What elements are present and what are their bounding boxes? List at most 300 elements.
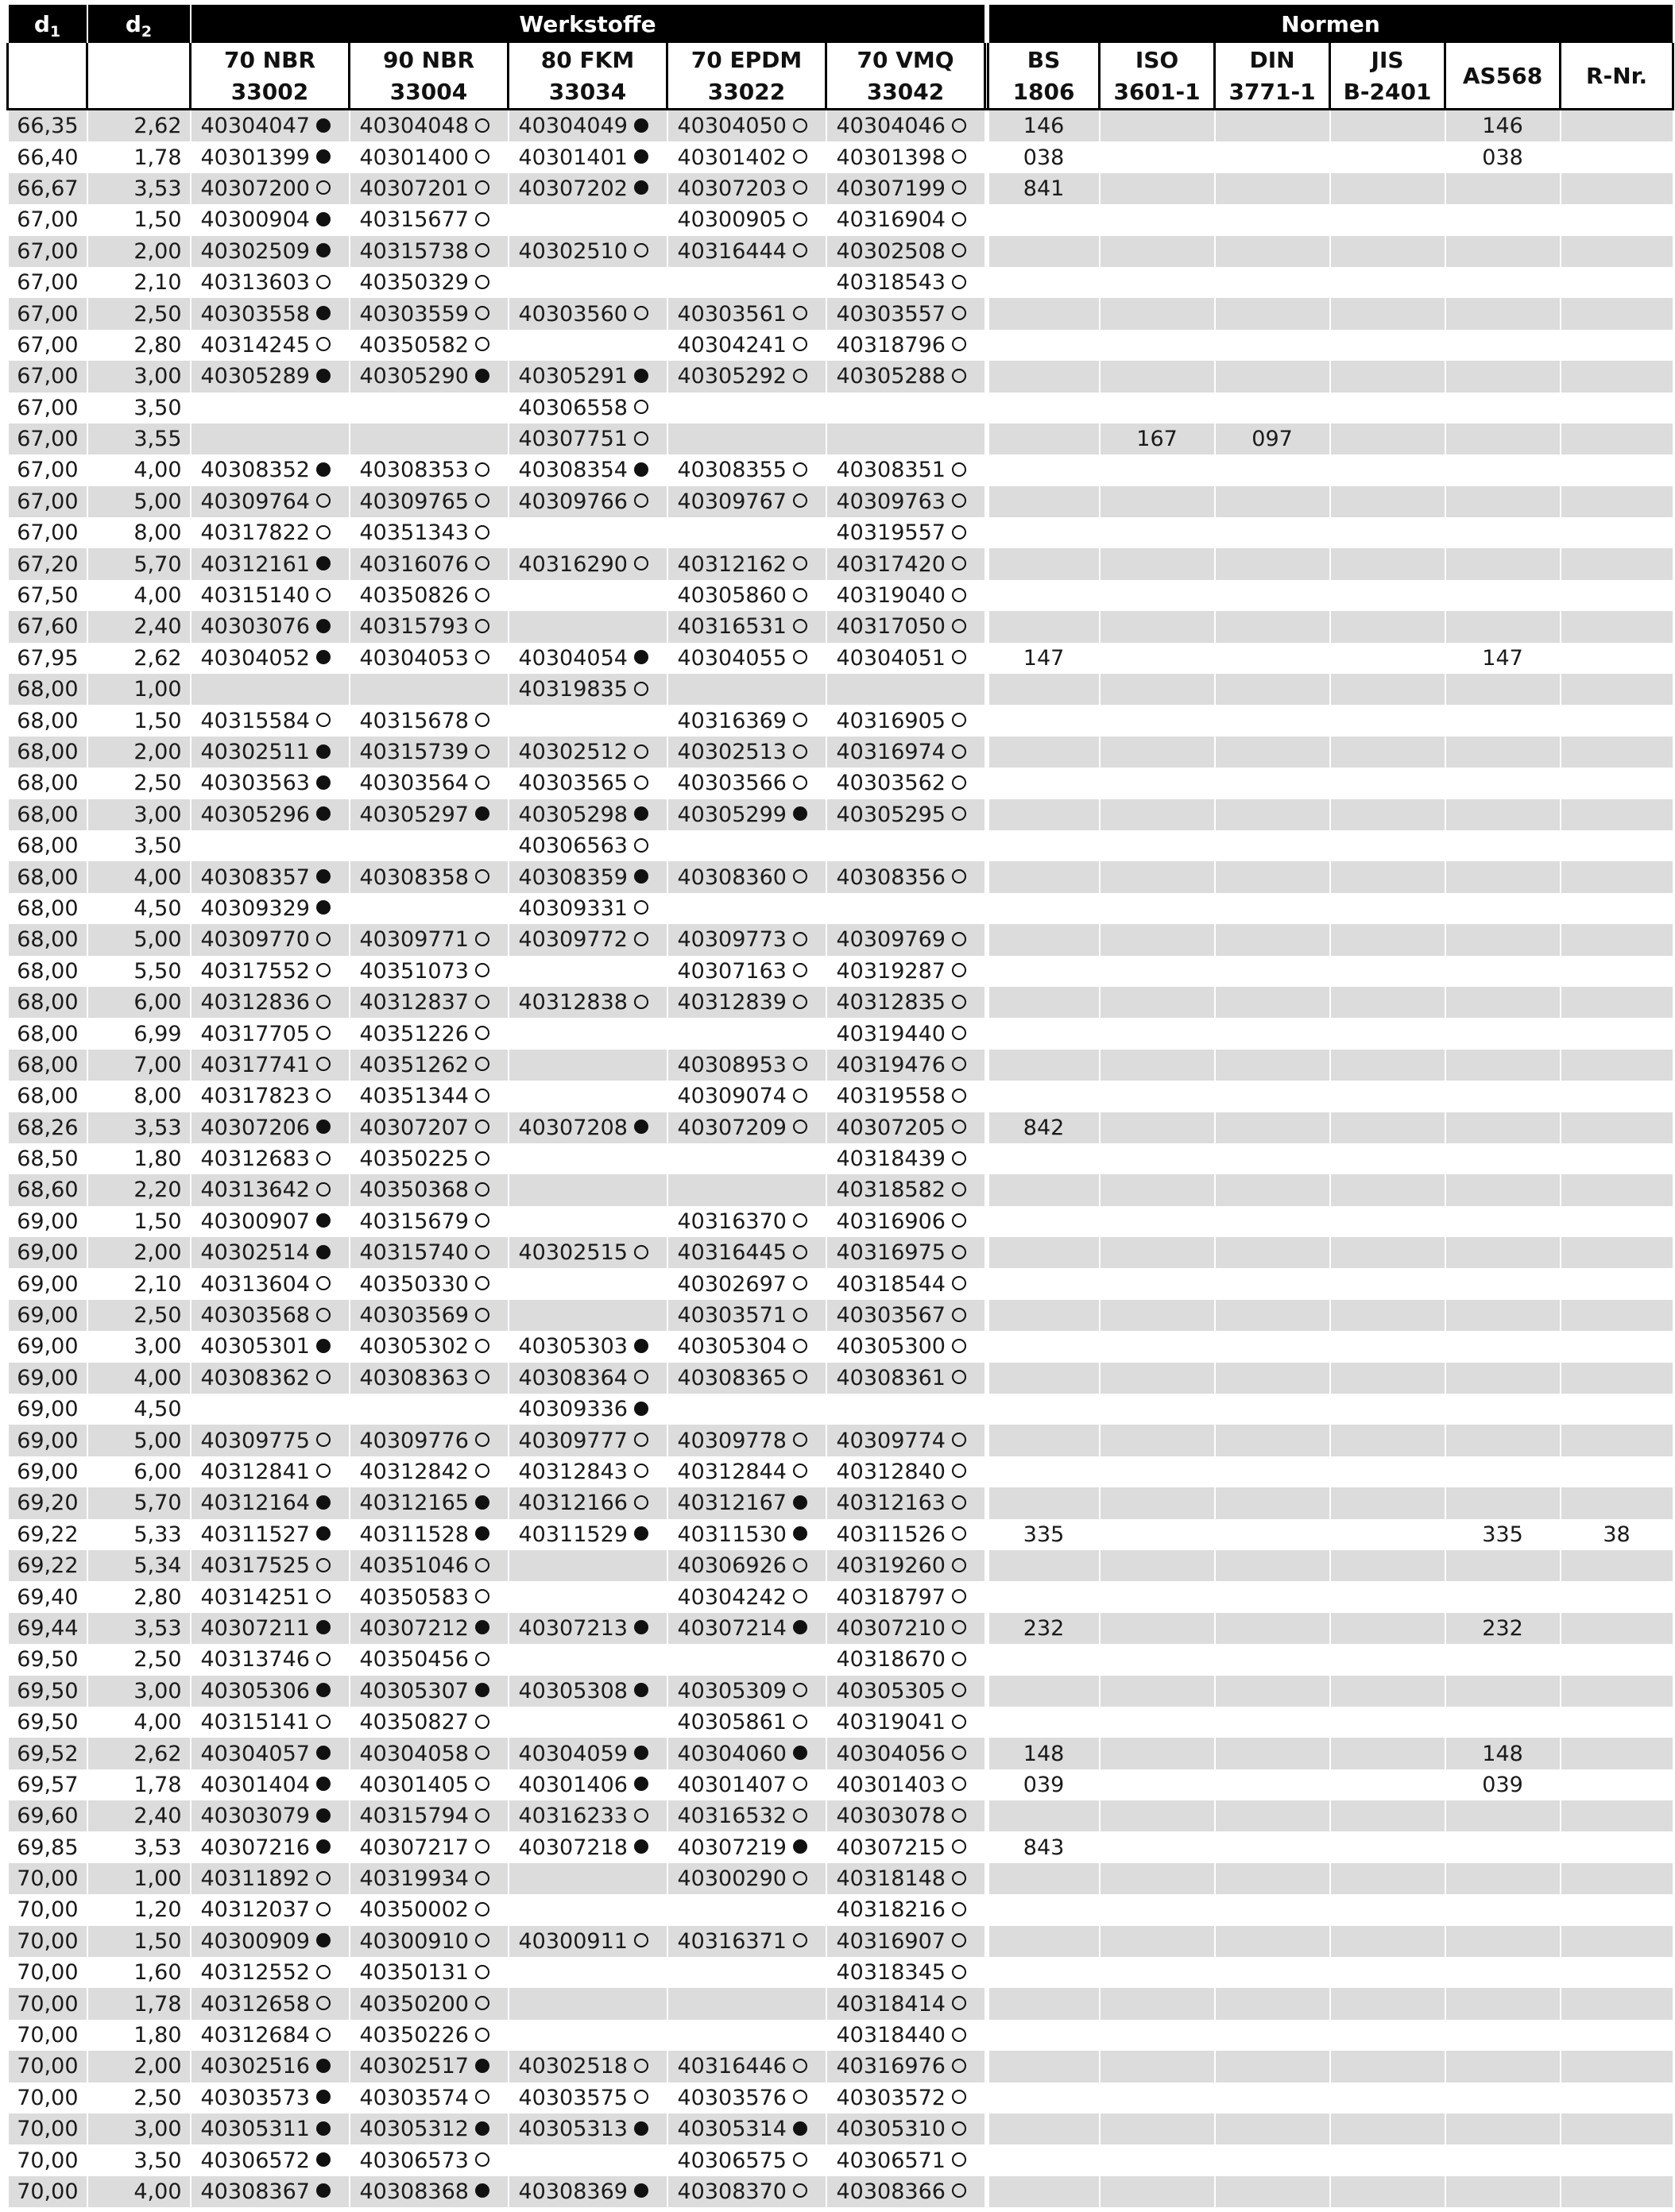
article-number: 40313604	[200, 1271, 310, 1297]
cell-norm	[1330, 1581, 1445, 1612]
cell-norm	[988, 486, 1100, 517]
article-number: 40318670	[836, 1647, 946, 1673]
cell-norm	[1445, 236, 1561, 267]
article-number: 40319287	[836, 958, 946, 984]
article-number: 40318345	[836, 1960, 946, 1986]
article-number: 40304052	[200, 645, 310, 671]
cell-d2: 1,80	[87, 1143, 191, 1174]
article-number: 40302509	[200, 238, 310, 264]
cell-article	[667, 2113, 826, 2144]
cell-norm	[988, 2176, 1100, 2207]
open-circle-icon	[475, 588, 489, 602]
cell-article	[667, 956, 826, 987]
cell-norm	[1215, 799, 1330, 830]
cell-norm	[1561, 611, 1673, 642]
open-circle-icon	[475, 1464, 489, 1478]
article-number: 40318582	[836, 1178, 946, 1203]
cell-norm	[1445, 1676, 1561, 1707]
cell-d1: 67,00	[8, 423, 87, 454]
open-circle-icon	[952, 275, 966, 289]
open-circle-icon	[316, 1996, 331, 2010]
cell-norm	[1561, 768, 1673, 799]
article-number: 40317741	[200, 1052, 310, 1077]
open-circle-icon	[793, 1715, 807, 1729]
cell-d2: 2,40	[87, 611, 191, 642]
open-circle-icon	[475, 1839, 489, 1854]
cell-article	[191, 204, 350, 235]
open-circle-icon	[634, 1433, 648, 1447]
article-number: 40319440	[836, 1021, 946, 1046]
cell-article	[826, 643, 985, 674]
cell-article	[826, 1581, 985, 1612]
table-row	[8, 361, 1673, 392]
cell-article	[191, 2051, 350, 2082]
cell-article	[350, 737, 509, 768]
open-circle-icon	[316, 1276, 331, 1290]
cell-norm	[1330, 2113, 1445, 2144]
cell-d2: 8,00	[87, 1081, 191, 1112]
article-number: 40319934	[359, 1866, 469, 1892]
cell-d2: 4,00	[87, 454, 191, 485]
cell-norm	[1561, 1550, 1673, 1581]
filled-dot-icon	[316, 650, 331, 664]
article-number: 40300905	[677, 207, 787, 233]
cell-article	[191, 1425, 350, 1456]
cell-article	[191, 393, 350, 423]
cell-norm	[1561, 1425, 1673, 1456]
cell-norm	[1330, 2082, 1445, 2113]
cell-d2: 3,50	[87, 830, 191, 861]
cell-article	[350, 1519, 509, 1550]
article-number: 40307205	[836, 1115, 946, 1140]
cell-article	[191, 141, 350, 172]
open-circle-icon	[475, 1370, 489, 1384]
cell-norm	[1330, 1081, 1445, 1112]
cell-norm	[1215, 1143, 1330, 1174]
article-number: 40308369	[518, 2179, 628, 2204]
article-number: 40318439	[836, 1147, 946, 1172]
open-circle-icon	[952, 337, 966, 351]
cell-d2: 3,00	[87, 361, 191, 392]
cell-norm	[1330, 861, 1445, 892]
filled-dot-icon	[316, 2090, 331, 2104]
open-circle-icon	[793, 212, 807, 226]
cell-article	[826, 1988, 985, 2019]
article-number: 40308364	[518, 1365, 628, 1390]
open-circle-icon	[634, 1245, 648, 1259]
cell-norm	[1330, 2144, 1445, 2175]
article-number: 40316906	[836, 1208, 946, 1234]
cell-d1: 70,00	[8, 2176, 87, 2207]
cell-article	[350, 580, 509, 611]
cell-norm	[1330, 1769, 1445, 1800]
cell-article	[826, 1644, 985, 1675]
cell-article	[667, 1112, 826, 1143]
article-number: 40319041	[836, 1710, 946, 1735]
cell-article	[826, 1487, 985, 1518]
cell-norm	[1100, 298, 1215, 329]
cell-norm	[1561, 1300, 1673, 1331]
cell-d1: 67,20	[8, 548, 87, 579]
cell-d2: 6,00	[87, 1456, 191, 1487]
article-number: 40304051	[836, 645, 946, 671]
cell-norm	[1561, 2020, 1673, 2051]
cell-article	[350, 1831, 509, 1862]
table-row	[8, 643, 1673, 674]
article-number: 40301401	[518, 145, 628, 170]
table-row	[8, 1456, 1673, 1487]
cell-norm	[1215, 861, 1330, 892]
filled-dot-icon	[634, 118, 648, 133]
cell-article	[509, 705, 667, 736]
cell-d2: 4,00	[87, 580, 191, 611]
cell-article	[826, 580, 985, 611]
table-row	[8, 1644, 1673, 1675]
open-circle-icon	[952, 1871, 966, 1885]
cell-d1: 69,20	[8, 1487, 87, 1518]
cell-norm	[988, 2144, 1100, 2175]
cell-article	[826, 1894, 985, 1925]
cell-norm	[1445, 1456, 1561, 1487]
filled-dot-icon	[634, 2183, 648, 2198]
table-row	[8, 1831, 1673, 1862]
cell-norm	[1100, 1456, 1215, 1487]
cell-d2: 2,00	[87, 1237, 191, 1268]
cell-article	[667, 2176, 826, 2207]
open-circle-icon	[316, 1182, 331, 1197]
article-number: 40301406	[518, 1772, 628, 1797]
cell-article	[350, 423, 509, 454]
cell-norm	[1100, 1425, 1215, 1456]
data-sheet	[6, 3, 1672, 2207]
open-circle-icon	[952, 619, 966, 633]
cell-d1: 67,00	[8, 486, 87, 517]
cell-norm	[988, 2113, 1100, 2144]
cell-d1: 67,95	[8, 643, 87, 674]
open-circle-icon	[793, 713, 807, 727]
cell-article	[826, 267, 985, 298]
table-row	[8, 924, 1673, 955]
cell-norm	[1100, 267, 1215, 298]
cell-article	[509, 2082, 667, 2113]
cell-norm	[1445, 454, 1561, 485]
cell-norm	[1445, 1707, 1561, 1738]
cell-article	[509, 236, 667, 267]
cell-article	[350, 924, 509, 955]
open-circle-icon	[952, 462, 966, 477]
article-number: 40312835	[836, 990, 946, 1015]
open-circle-icon	[793, 588, 807, 602]
col-norm-0: BS 1806	[988, 44, 1100, 110]
cell-norm	[1215, 1831, 1330, 1862]
open-circle-icon	[952, 1433, 966, 1447]
cell-norm: 148	[988, 1738, 1100, 1769]
article-number: 40317050	[836, 614, 946, 640]
article-number: 40312037	[200, 1897, 310, 1923]
filled-dot-icon	[634, 2121, 648, 2136]
cell-article	[509, 1644, 667, 1675]
article-number: 40308354	[518, 458, 628, 483]
cell-article	[191, 2144, 350, 2175]
cell-article	[509, 2176, 667, 2207]
cell-norm	[988, 830, 1100, 861]
article-number: 40309777	[518, 1428, 628, 1453]
cell-norm	[1330, 1394, 1445, 1425]
cell-norm	[1330, 705, 1445, 736]
cell-article	[509, 893, 667, 924]
open-circle-icon	[475, 118, 489, 133]
article-number: 40302697	[677, 1271, 787, 1297]
open-circle-icon	[793, 1777, 807, 1791]
article-number: 40305298	[518, 802, 628, 827]
cell-d1: 69,00	[8, 1268, 87, 1299]
cell-article	[350, 893, 509, 924]
cell-article	[667, 705, 826, 736]
cell-norm	[1561, 1331, 1673, 1362]
cell-norm	[1561, 1769, 1673, 1800]
article-number: 40308361	[836, 1365, 946, 1390]
cell-article	[826, 1143, 985, 1174]
cell-article	[350, 330, 509, 361]
open-circle-icon	[952, 180, 966, 195]
article-number: 40315141	[200, 1710, 310, 1735]
cell-norm	[1445, 924, 1561, 955]
article-number: 40308366	[836, 2179, 946, 2204]
open-circle-icon	[793, 493, 807, 508]
cell-article	[667, 393, 826, 423]
cell-article	[350, 1425, 509, 1456]
cell-article	[509, 1769, 667, 1800]
filled-dot-icon	[316, 619, 331, 633]
cell-d1: 69,40	[8, 1581, 87, 1612]
cell-article	[826, 517, 985, 548]
article-number: 40350582	[359, 332, 469, 358]
cell-article	[667, 1143, 826, 1174]
cell-d1: 70,00	[8, 2113, 87, 2144]
open-circle-icon	[793, 619, 807, 633]
open-circle-icon	[475, 149, 489, 164]
cell-norm	[1215, 1644, 1330, 1675]
cell-norm	[1561, 1738, 1673, 1769]
open-circle-icon	[475, 869, 489, 884]
article-number: 40301400	[359, 145, 469, 170]
article-number: 40308359	[518, 864, 628, 890]
cell-norm	[1100, 1487, 1215, 1518]
article-number: 40351343	[359, 520, 469, 546]
cell-d2: 4,50	[87, 1394, 191, 1425]
article-number: 40318796	[836, 332, 946, 358]
cell-norm	[1330, 236, 1445, 267]
article-number: 40319835	[518, 677, 628, 702]
cell-norm	[1561, 2176, 1673, 2207]
article-number: 40305300	[836, 1334, 946, 1359]
cell-norm	[1561, 454, 1673, 485]
open-circle-icon	[475, 995, 489, 1009]
cell-norm	[988, 580, 1100, 611]
article-number: 40350002	[359, 1897, 469, 1923]
cell-article	[191, 298, 350, 329]
article-number: 40308353	[359, 458, 469, 483]
cell-article	[509, 454, 667, 485]
article-number: 40304060	[677, 1741, 787, 1766]
article-number: 40315738	[359, 238, 469, 264]
article-number: 40317420	[836, 551, 946, 577]
open-circle-icon	[634, 431, 648, 446]
cell-norm	[1215, 1425, 1330, 1456]
filled-dot-icon	[316, 2152, 331, 2167]
cell-article	[667, 987, 826, 1018]
cell-article	[350, 1613, 509, 1644]
cell-article	[667, 236, 826, 267]
cell-norm	[1330, 799, 1445, 830]
cell-article	[191, 110, 350, 142]
cell-norm	[1445, 1331, 1561, 1362]
cell-norm	[1215, 1050, 1330, 1081]
cell-d1: 68,00	[8, 1050, 87, 1081]
article-number: 40306573	[359, 2148, 469, 2173]
filled-dot-icon	[316, 1839, 331, 1854]
cell-norm	[1330, 141, 1445, 172]
cell-article	[826, 236, 985, 267]
article-number: 40312162	[677, 551, 787, 577]
cell-norm	[1100, 1018, 1215, 1049]
cell-article	[667, 517, 826, 548]
cell-norm	[988, 1050, 1100, 1081]
cell-d1: 68,00	[8, 893, 87, 924]
cell-norm	[1561, 1894, 1673, 1925]
article-number: 40309331	[518, 895, 628, 921]
cell-article	[826, 1174, 985, 1205]
open-circle-icon	[634, 775, 648, 790]
cell-norm	[1561, 643, 1673, 674]
article-number: 40304059	[518, 1741, 628, 1766]
open-circle-icon	[316, 1433, 331, 1447]
article-number: 40305860	[677, 583, 787, 609]
cell-norm	[1445, 517, 1561, 548]
table-row	[8, 1394, 1673, 1425]
table-row	[8, 141, 1673, 172]
open-circle-icon	[316, 1871, 331, 1885]
table-row	[8, 204, 1673, 235]
cell-d2: 1,00	[87, 1863, 191, 1894]
cell-article	[667, 1456, 826, 1487]
article-number: 40307201	[359, 176, 469, 201]
cell-article	[509, 1581, 667, 1612]
cell-article	[826, 173, 985, 204]
cell-article	[191, 1519, 350, 1550]
cell-norm	[1330, 580, 1445, 611]
cell-norm	[1330, 1300, 1445, 1331]
open-circle-icon	[952, 1151, 966, 1166]
cell-norm	[1215, 893, 1330, 924]
table-row	[8, 2051, 1673, 2082]
cell-article	[509, 1237, 667, 1268]
filled-dot-icon	[316, 1933, 331, 1947]
cell-article	[509, 580, 667, 611]
open-circle-icon	[952, 2121, 966, 2136]
article-number: 40303078	[836, 1804, 946, 1829]
cell-norm	[1100, 737, 1215, 768]
cell-norm	[1100, 1581, 1215, 1612]
article-number: 40305289	[200, 364, 310, 389]
cell-norm	[988, 1800, 1100, 1831]
cell-article	[509, 2144, 667, 2175]
cell-d2: 5,70	[87, 548, 191, 579]
open-circle-icon	[475, 1057, 489, 1071]
article-number: 40307206	[200, 1115, 310, 1140]
cell-norm	[988, 361, 1100, 392]
cell-norm	[1100, 1738, 1215, 1769]
cell-norm	[1330, 1519, 1445, 1550]
cell-article	[350, 1487, 509, 1518]
cell-article	[667, 1331, 826, 1362]
cell-article	[826, 1331, 985, 1362]
cell-norm: 335	[988, 1519, 1100, 1550]
cell-article	[826, 454, 985, 485]
table-row	[8, 173, 1673, 204]
article-number: 40313642	[200, 1178, 310, 1203]
cell-norm	[1445, 1487, 1561, 1518]
cell-article	[191, 2176, 350, 2207]
cell-d1: 69,60	[8, 1800, 87, 1831]
article-number: 40350131	[359, 1960, 469, 1986]
open-circle-icon	[634, 243, 648, 257]
open-circle-icon	[316, 1464, 331, 1478]
cell-norm	[988, 1206, 1100, 1237]
cell-norm	[1215, 924, 1330, 955]
cell-d2: 2,10	[87, 1268, 191, 1299]
article-number: 40304048	[359, 114, 469, 139]
cell-article	[667, 799, 826, 830]
cell-norm	[1100, 1300, 1215, 1331]
cell-norm	[1215, 1894, 1330, 1925]
open-circle-icon	[793, 932, 807, 946]
open-circle-icon	[952, 1370, 966, 1384]
filled-dot-icon	[316, 1213, 331, 1228]
cell-norm	[988, 861, 1100, 892]
cell-article	[191, 1581, 350, 1612]
article-number: 40317705	[200, 1021, 310, 1046]
table-row	[8, 1300, 1673, 1331]
cell-norm	[1561, 1926, 1673, 1957]
cell-norm	[1445, 361, 1561, 392]
cell-d1: 69,22	[8, 1519, 87, 1550]
cell-article	[350, 1894, 509, 1925]
cell-d2: 3,00	[87, 2113, 191, 2144]
cell-article	[509, 924, 667, 955]
cell-norm	[1561, 2113, 1673, 2144]
cell-article	[667, 267, 826, 298]
article-number: 40312837	[359, 990, 469, 1015]
cell-norm	[1561, 1456, 1673, 1487]
article-number: 40319260	[836, 1553, 946, 1579]
cell-norm	[988, 737, 1100, 768]
article-number: 40309773	[677, 927, 787, 953]
table-row	[8, 1738, 1673, 1769]
cell-article	[191, 2082, 350, 2113]
cell-article	[191, 1957, 350, 1988]
open-circle-icon	[316, 525, 331, 539]
cell-article	[191, 1050, 350, 1081]
cell-norm	[1445, 486, 1561, 517]
cell-article	[667, 1300, 826, 1331]
article-number: 40302514	[200, 1240, 310, 1266]
cell-norm	[988, 1268, 1100, 1299]
cell-article	[667, 423, 826, 454]
article-number: 40308363	[359, 1365, 469, 1390]
cell-article	[191, 768, 350, 799]
cell-norm	[1330, 1018, 1445, 1049]
